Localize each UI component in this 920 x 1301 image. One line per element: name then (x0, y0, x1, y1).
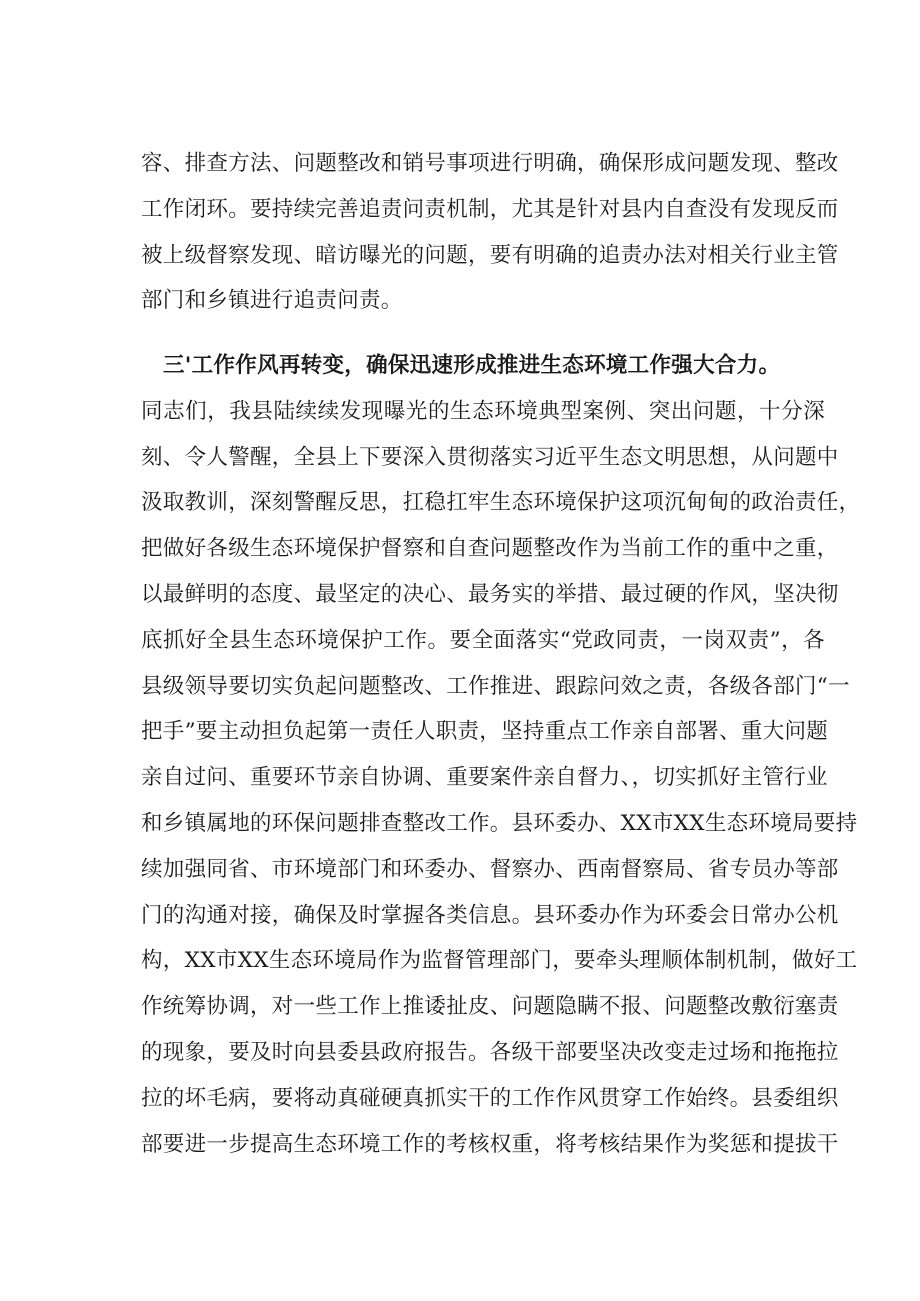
paragraph-1-line: 被上级督察发现、暗访曝光的问题，要有明确的追责办法对相关行业主管 (141, 242, 839, 268)
paragraph-1-line: 容、排查方法、问题整改和销号事项进行明确，确保形成问题发现、整改 (141, 151, 839, 176)
paragraph-2-line: 把做好各级生态环境保护督察和自查问题整改作为当前工作的重中之重， (141, 536, 839, 562)
paragraph-2-line: 作统筹协调，对一些工作上推诿扯皮、问题隐瞒不报、问题整改敷衍塞责 (141, 994, 839, 1020)
paragraph-2-line: 部要进一步提高生态环境工作的考核权重，将考核结果作为奖惩和提拔干 (141, 1131, 839, 1157)
paragraph-2-line: 县级领导要切实负起问题整改、工作推进、跟踪问效之责，各级各部门“一 (141, 673, 850, 699)
section-heading: 三'工作作风再转变，确保迅速形成推进生态环境工作强大合力。 (163, 353, 781, 378)
paragraph-2-line: 底抓好全县生态环境保护工作。要全面落实“党政同责，一岗双责”，各 (141, 627, 825, 653)
paragraph-2-line: 刻、令人警醒，全县上下要深入贯彻落实习近平生态文明思想，从问题中 (141, 444, 839, 470)
paragraph-1-line: 部门和乡镇进行追责问责。 (141, 288, 403, 314)
paragraph-1-line: 工作闭环。要持续完善追责问责机制，尤其是针对县内自查没有发现反而 (141, 196, 839, 222)
paragraph-2-line: 的现象，要及时向县委县政府报告。各级干部要坚决改变走过场和拖拖拉 (141, 1039, 839, 1065)
paragraph-2-line: 门的沟通对接，确保及时掌握各类信息。县环委办作为环委会日常办公机 (141, 902, 839, 928)
paragraph-2-line: 同志们，我县陆续续发现曝光的生态环境典型案例、突出问题，十分深 (141, 398, 825, 424)
paragraph-2-line: 和乡镇属地的环保问题排查整改工作。县环委办、XX市XX生态环境局要持 (141, 810, 858, 836)
paragraph-2-line: 亲自过问、重要环节亲自协调、重要案件亲自督力、，切实抓好主管行业 (141, 765, 828, 791)
paragraph-1 (141, 141, 839, 324)
paragraph-2-line: 构，XX市XX生态环境局作为监督管理部门，要牵头理顺体制机制，做好工 (141, 948, 858, 974)
paragraph-2 (141, 343, 861, 1167)
paragraph-2-line: 拉的坏毛病，要将动真碰硬真抓实干的工作作风贯穿工作始终。县委组织 (141, 1085, 839, 1111)
paragraph-2-line: 汲取教训，深刻警醒反思，扛稳扛牢生态环境保护这项沉甸甸的政治责任， (141, 490, 861, 516)
paragraph-2-line: 续加强同省、市环境部门和环委办、督察办、西南督察局、省专员办等部 (141, 856, 839, 882)
paragraph-2-line: 把手”要主动担负起第一责任人职责，坚持重点工作亲自部署、重大问题 (141, 719, 829, 745)
paragraph-2-line: 以最鲜明的态度、最坚定的决心、最务实的举措、最过硬的作风，坚决彻 (141, 581, 839, 607)
